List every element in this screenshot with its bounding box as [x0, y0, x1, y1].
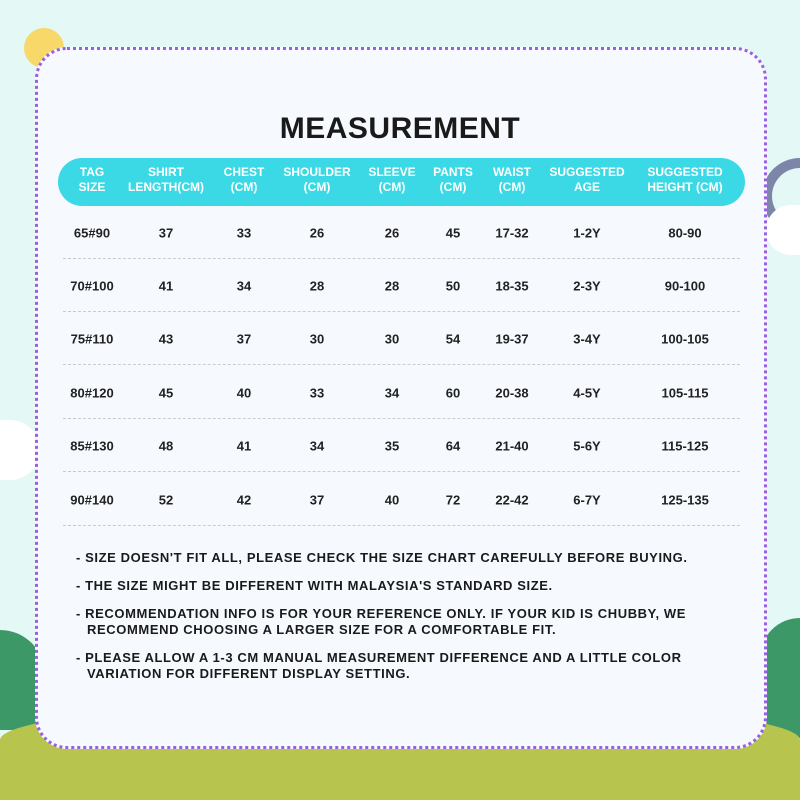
table-cell: 28 — [309, 278, 325, 294]
table-cell: 3-4Y — [573, 331, 601, 347]
table-cell: 17-32 — [495, 225, 529, 241]
note-item: - PLEASE ALLOW A 1-3 CM MANUAL MEASUREMENT DIFFERENCE AND A LITTLE COLOR VARIATION FOR DIFFERENT DISPLAY SETTING. — [76, 650, 682, 681]
table-cell: 37 — [236, 331, 252, 347]
column-header — [224, 165, 265, 195]
table-cell: 34 — [309, 438, 325, 454]
table-cell: 40 — [384, 492, 400, 508]
row-divider — [63, 418, 740, 419]
table-cell: 125-135 — [661, 492, 709, 508]
column-header — [283, 165, 350, 195]
note-item: - RECOMMENDATION INFO IS FOR YOUR REFERENCE ONLY. IF YOUR KID IS CHUBBY, WE RECOMMEND CHOOSING A LARGER SIZE FOR A COMFORTABLE FIT. — [76, 606, 687, 637]
table-cell: 64 — [445, 438, 461, 454]
table-cell: 75#110 — [70, 331, 114, 347]
table-cell: 6-7Y — [573, 492, 601, 508]
column-header-line: SUGGESTED — [647, 165, 723, 179]
column-header-line: (CM) — [230, 180, 258, 194]
table-cell: 21-40 — [495, 438, 529, 454]
table-cell: 37 — [158, 225, 174, 241]
note-item: - SIZE DOESN'T FIT ALL, PLEASE CHECK THE SIZE CHART CAREFULLY BEFORE BUYING. — [76, 550, 688, 565]
table-cell: 19-37 — [495, 331, 529, 347]
column-header-line: SHOULDER — [283, 165, 351, 179]
table-cell: 48 — [158, 438, 174, 454]
column-header-line: (CM) — [498, 180, 526, 194]
table-cell: 50 — [445, 278, 461, 294]
table-cell: 52 — [158, 492, 174, 508]
column-header — [549, 165, 624, 195]
table-cell: 90-100 — [664, 278, 706, 294]
row-divider — [63, 525, 740, 526]
table-cell: 54 — [445, 331, 461, 347]
column-header — [368, 165, 415, 195]
note-item: - THE SIZE MIGHT BE DIFFERENT WITH MALAYSIA'S STANDARD SIZE. — [76, 578, 553, 593]
table-cell: 40 — [236, 385, 252, 401]
table-cell: 34 — [384, 385, 400, 401]
table-cell: 41 — [236, 438, 252, 454]
table-cell: 35 — [384, 438, 400, 454]
column-header-line: TAG — [79, 165, 105, 179]
row-divider — [63, 364, 740, 365]
row-divider — [63, 471, 740, 472]
page-title: MEASUREMENT — [279, 112, 521, 145]
table-cell: 30 — [384, 331, 400, 347]
table-cell: 100-105 — [661, 331, 709, 347]
table-cell: 43 — [158, 331, 174, 347]
notes-list — [76, 550, 756, 694]
table-cell: 65#90 — [73, 225, 111, 241]
column-header — [128, 165, 204, 195]
table-cell: 42 — [236, 492, 252, 508]
column-header-line: SUGGESTED — [549, 165, 625, 179]
left-cloud — [0, 420, 40, 480]
table-cell: 20-38 — [495, 385, 529, 401]
column-header — [79, 165, 106, 195]
table-cell: 2-3Y — [573, 278, 601, 294]
row-divider — [63, 258, 740, 259]
table-cell: 33 — [309, 385, 325, 401]
table-cell: 85#130 — [70, 438, 114, 454]
table-cell: 72 — [445, 492, 461, 508]
column-header-line: SLEEVE — [368, 165, 416, 179]
column-header-line: HEIGHT (CM) — [647, 180, 723, 194]
column-header-line: PANTS — [433, 165, 473, 179]
table-cell: 45 — [158, 385, 174, 401]
table-cell: 105-115 — [661, 385, 709, 401]
table-cell: 26 — [384, 225, 400, 241]
column-header-line: (CM) — [378, 180, 406, 194]
column-header-line: LENGTH(CM) — [128, 180, 204, 194]
table-cell: 28 — [384, 278, 400, 294]
table-cell: 60 — [445, 385, 461, 401]
table-cell: 70#100 — [70, 278, 114, 294]
column-header-line: (CM) — [303, 180, 331, 194]
table-cell: 22-42 — [495, 492, 529, 508]
table-cell: 41 — [158, 278, 174, 294]
column-header-line: SHIRT — [147, 165, 184, 179]
table-cell: 18-35 — [495, 278, 529, 294]
table-cell: 4-5Y — [573, 385, 601, 401]
table-cell: 1-2Y — [573, 225, 601, 241]
column-header — [647, 165, 722, 195]
table-cell: 115-125 — [661, 438, 709, 454]
table-cell: 33 — [236, 225, 252, 241]
table-cell: 5-6Y — [573, 438, 601, 454]
column-header-line: AGE — [573, 180, 601, 194]
row-divider — [63, 311, 740, 312]
table-cell: 80-90 — [668, 225, 702, 241]
table-cell: 45 — [445, 225, 461, 241]
column-header-line: SIZE — [78, 180, 106, 194]
column-header-line: CHEST — [223, 165, 265, 179]
table-cell: 34 — [236, 278, 252, 294]
table-cell: 37 — [309, 492, 325, 508]
column-header-line: WAIST — [493, 165, 531, 179]
table-cell: 90#140 — [70, 492, 114, 508]
table-cell: 26 — [309, 225, 325, 241]
table-cell: 30 — [309, 331, 325, 347]
column-header — [433, 165, 473, 195]
column-header-line: (CM) — [439, 180, 467, 194]
table-cell: 80#120 — [70, 385, 114, 401]
column-header — [493, 165, 531, 195]
